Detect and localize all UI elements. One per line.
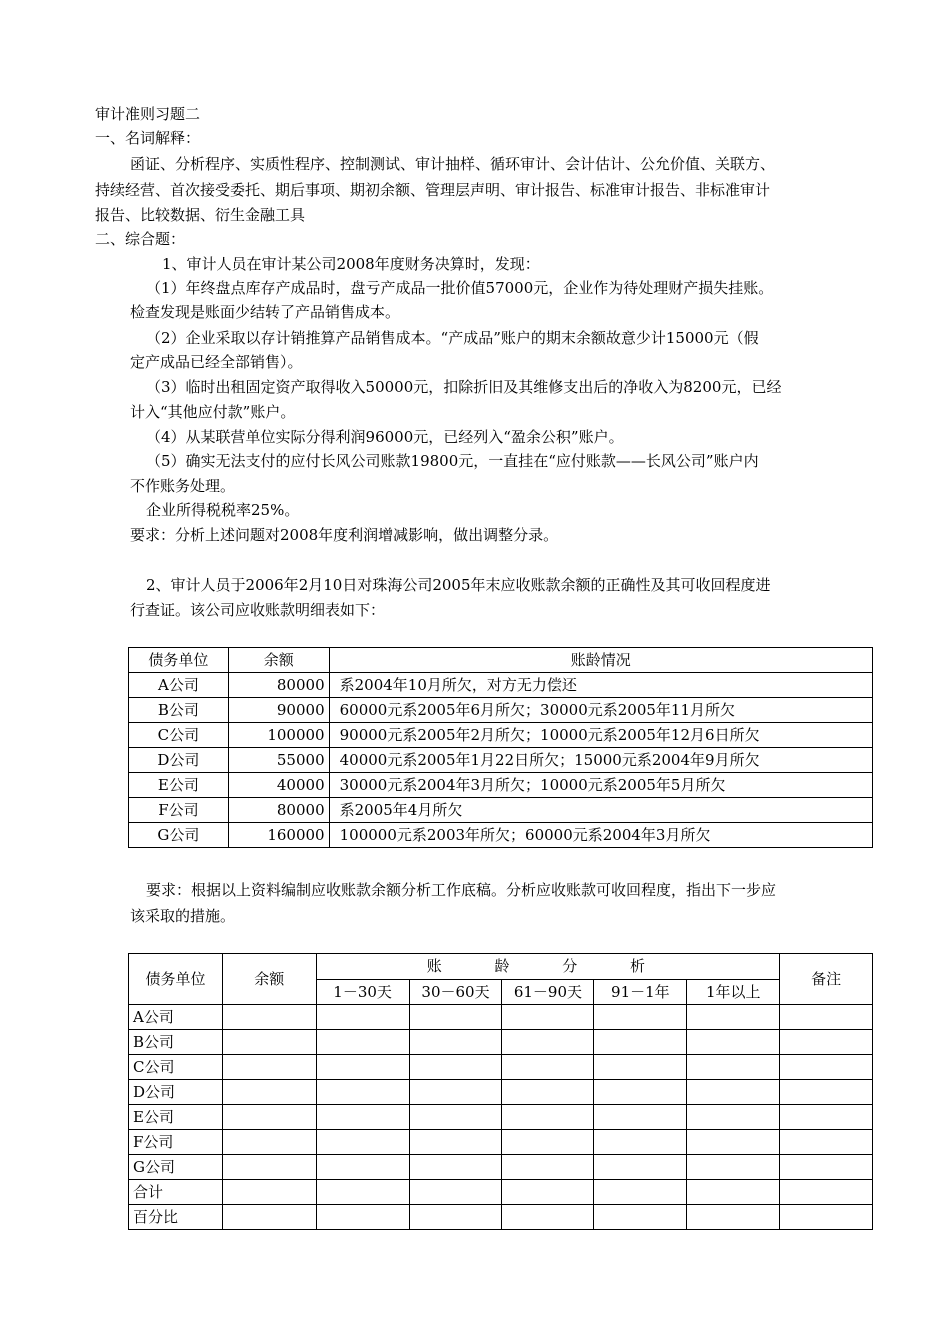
header-balance: 余额 [228,648,329,673]
table-row [129,1055,873,1080]
debtor-cell: B公司 [129,698,229,723]
ws-header-debtor: 债务单位 [129,954,223,1005]
debtor-cell: A公司 [129,673,229,698]
q1-item5-line1: （5）确实无法支付的应付长风公司账款19800元，一直挂在“应付账款——长风公司”账户内 [146,452,759,470]
aging-analysis-worksheet [128,953,873,1230]
worksheet-header-row-1 [129,954,873,980]
ws-row-label: G公司 [129,1155,223,1180]
debtor-cell: G公司 [129,823,229,848]
ws-age-col-5: 1年以上 [687,979,780,1005]
table-row [129,698,873,723]
q2-requirement-line1: 要求：根据以上资料编制应收账款余额分析工作底稿。分析应收账款可收回程度，指出下一步应 [146,881,777,899]
q1-item3-line2: 计入“其他应付款”账户。 [130,403,296,421]
q1-item1-line1: （1）年终盘点库存产成品时，盘亏产成品一批价值57000元，企业作为待处理财产损失挂账。 [146,279,774,297]
q1-item2-line2: 定产成品已经全部销售）。 [130,353,303,371]
ws-header-balance: 余额 [222,954,316,1005]
q1-item4: （4）从某联营单位实际分得利润96000元，已经列入“盈余公积”账户。 [146,428,624,446]
ws-row-label: 百分比 [129,1205,223,1230]
ws-age-col-4: 91－1年 [594,979,687,1005]
ws-header-aging-group: 账 龄 分 析 [316,954,780,980]
q1-tax-rate: 企业所得税税率25%。 [146,501,300,519]
q1-item3-line1: （3）临时出租固定资产取得收入50000元，扣除折旧及其维修支出后的净收入为8200元，已经 [146,378,782,396]
table-row [129,1130,873,1155]
aging-cell: 90000元系2005年2月所欠；10000元系2005年12月6日所欠 [329,723,872,748]
section2-heading: 二、综合题： [95,230,186,248]
section1-heading: 一、名词解释： [95,129,201,147]
table-row [129,1180,873,1205]
aging-cell: 系2005年4月所欠 [329,798,872,823]
aging-cell: 60000元系2005年6月所欠；30000元系2005年11月所欠 [329,698,872,723]
balance-cell: 80000 [228,798,329,823]
balance-cell: 160000 [228,823,329,848]
receivables-detail-table [128,647,873,848]
table-header-row [129,648,873,673]
ws-row-label: B公司 [129,1030,223,1055]
terms-line-1: 函证、分析程序、实质性程序、控制测试、审计抽样、循环审计、会计估计、公允价值、关联方、 [130,155,776,173]
balance-cell: 55000 [228,748,329,773]
aging-cell: 30000元系2004年3月所欠；10000元系2005年5月所欠 [329,773,872,798]
q1-item5-line2: 不作账务处理。 [130,477,236,495]
aging-cell: 系2004年10月所欠，对方无力偿还 [329,673,872,698]
ws-row-label: F公司 [129,1130,223,1155]
ws-age-col-3: 61－90天 [502,979,594,1005]
balance-cell: 80000 [228,673,329,698]
q2-intro-line1: 2、审计人员于2006年2月10日对珠海公司2005年末应收账款余额的正确性及其可收回程度进 [146,576,771,594]
table-row [129,1080,873,1105]
debtor-cell: F公司 [129,798,229,823]
balance-cell: 90000 [228,698,329,723]
aging-cell: 40000元系2005年1月22日所欠；15000元系2004年9月所欠 [329,748,872,773]
q1-item1-line2: 检查发现是账面少结转了产品销售成本。 [130,303,401,321]
ws-row-label: E公司 [129,1105,223,1130]
debtor-cell: E公司 [129,773,229,798]
q1-intro: 1、审计人员在审计某公司2008年度财务决算时，发现： [162,255,540,273]
ws-row-label: C公司 [129,1055,223,1080]
table-row [129,823,873,848]
terms-line-3: 报告、比较数据、衍生金融工具 [95,206,306,224]
terms-line-2: 持续经营、首次接受委托、期后事项、期初余额、管理层声明、审计报告、标准审计报告、非标准审计 [95,181,771,199]
header-debtor: 债务单位 [129,648,229,673]
table-row [129,1105,873,1130]
q2-requirement-line2: 该采取的措施。 [130,907,236,925]
table-row [129,673,873,698]
table-row [129,1155,873,1180]
debtor-cell: C公司 [129,723,229,748]
ws-row-label: A公司 [129,1005,223,1030]
aging-cell: 100000元系2003年所欠；60000元系2004年3月所欠 [329,823,872,848]
balance-cell: 40000 [228,773,329,798]
table-row [129,748,873,773]
table-row [129,723,873,748]
header-aging: 账龄情况 [329,648,872,673]
table-row [129,1005,873,1030]
ws-age-col-1: 1－30天 [316,979,409,1005]
debtor-cell: D公司 [129,748,229,773]
q1-item2-line1: （2）企业采取以存计销推算产品销售成本。“产成品”账户的期末余额故意少计15000元（假 [146,329,759,347]
ws-age-col-2: 30－60天 [409,979,502,1005]
balance-cell: 100000 [228,723,329,748]
q2-intro-line2: 行查证。该公司应收账款明细表如下： [130,601,386,619]
ws-row-label: D公司 [129,1080,223,1105]
table-row [129,1205,873,1230]
table-row [129,773,873,798]
table-row [129,798,873,823]
ws-header-remark: 备注 [780,954,873,1005]
ws-row-label: 合计 [129,1180,223,1205]
table-row [129,1030,873,1055]
doc-title: 审计准则习题二 [95,105,201,123]
q1-requirement: 要求：分析上述问题对2008年度利润增减影响，做出调整分录。 [130,526,559,544]
